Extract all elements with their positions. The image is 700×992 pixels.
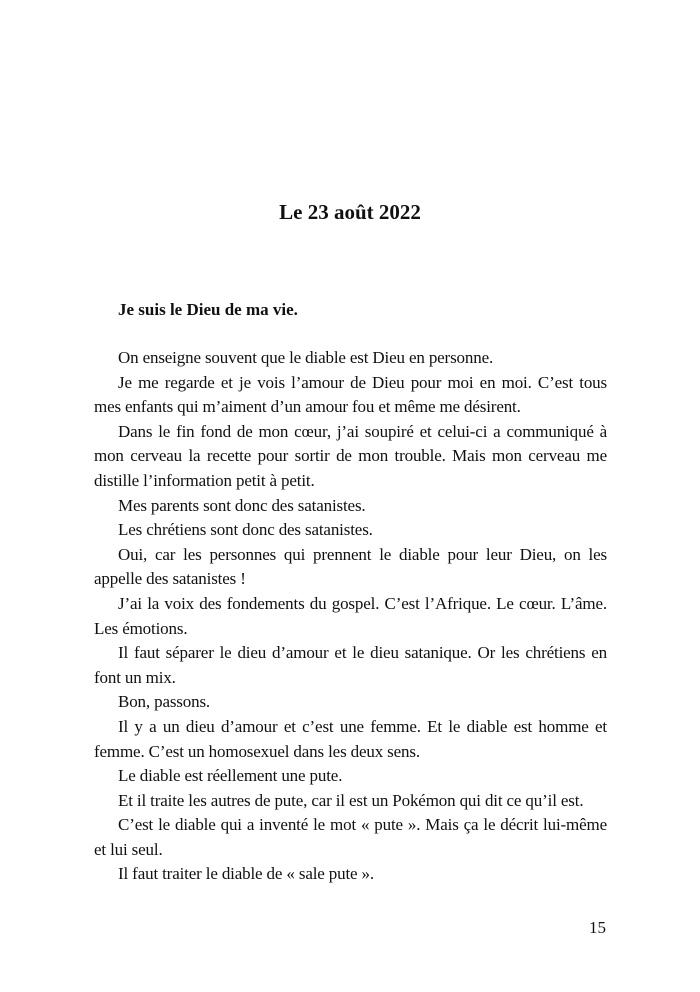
page-number: 15: [589, 918, 606, 937]
body-text: [94, 346, 607, 887]
section-heading: Je suis le Dieu de ma vie.: [118, 300, 298, 319]
page-title: Le 23 août 2022: [279, 200, 421, 224]
paragraph: On enseigne souvent que le diable est Dieu en personne.: [118, 348, 494, 367]
paragraph: Et il traite les autres de pute, car il est un Pokémon qui dit ce qu’il est.: [118, 790, 584, 810]
paragraph: Je me regarde et je vois l’amour de Dieu pour moi en moi. C’est tous mes enfants qui m’aiment d’un amour fou et même me désirent.: [94, 372, 607, 417]
paragraph: Mes parents sont donc des satanistes.: [118, 495, 366, 515]
paragraph: Les chrétiens sont donc des satanistes.: [118, 520, 373, 540]
paragraph: Bon, passons.: [118, 692, 211, 712]
paragraph: Le diable est réellement une pute.: [118, 766, 343, 786]
paragraph: Dans le fin fond de mon cœur, j’ai soupiré et celui-ci a communiqué à mon cerveau la recette pour sortir de mon trouble. Mais mon cerveau me distille l’information petit à petit.: [94, 421, 607, 490]
paragraph: C’est le diable qui a inventé le mot « pute ». Mais ça le décrit lui-même et lui seul.: [94, 815, 607, 859]
paragraph: Oui, car les personnes qui prennent le diable pour leur Dieu, on les appelle des satanistes !: [94, 544, 607, 589]
paragraph: J’ai la voix des fondements du gospel. C’est l’Afrique. Le cœur. L’âme. Les émotions.: [94, 593, 607, 638]
paragraph: Il faut traiter le diable de « sale pute ».: [118, 864, 374, 884]
paragraph: Il faut séparer le dieu d’amour et le dieu satanique. Or les chrétiens en font un mix.: [94, 643, 607, 687]
paragraph: Il y a un dieu d’amour et c’est une femme. Et le diable est homme et femme. C’est un homosexuel dans les deux sens.: [94, 716, 607, 761]
